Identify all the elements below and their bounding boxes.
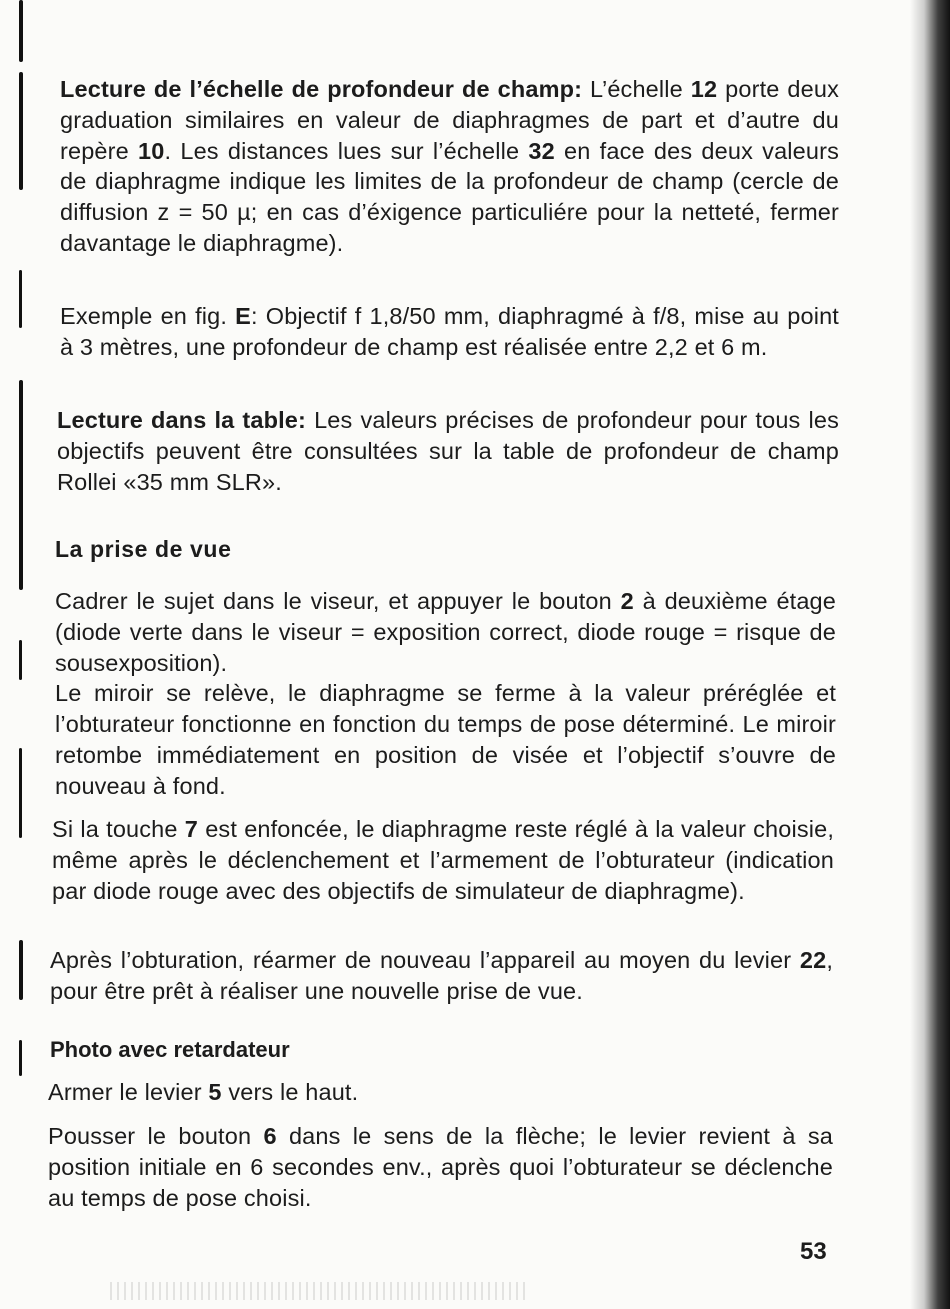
reference-number: 2 [620,588,634,614]
paragraph-text [60,301,839,363]
scan-edge-mark [19,1040,22,1076]
text-run: Si la touche [52,816,185,842]
text-run: Armer le levier [48,1079,209,1105]
self-timer-step-1 [48,1077,833,1108]
subsection-heading: Photo avec retardateur [50,1037,290,1062]
paragraph-text [48,1121,833,1213]
paragraph-lead: Lecture de l’échelle de profondeur de champ: [60,76,583,102]
text-run: Le miroir se relève, le diaphragme se ferme à la valeur préréglée et l’obturateur fonctionne en fonction du temps de pose déterminé. Le miroir retombe immédiatement en position de visée et l’objectif s’ouvre de nouveau à fond. [55,680,836,799]
text-run: à deuxième étage (diode verte dans le viseur = exposition correct, diode rouge = risque de sousexposition). [55,588,836,676]
depth-of-field-scale-paragraph [60,74,839,259]
text-run: Les valeurs précises de profondeur pour tous les objectifs peuvent être consultées sur la table de profondeur de champ Rollei «35 mm SLR». [57,407,839,495]
paragraph-text [48,1077,833,1108]
page-number: 53 [800,1238,827,1265]
shooting-paragraph [55,586,836,802]
scan-edge-mark [19,940,23,1000]
reference-number: 10 [138,137,165,164]
scan-edge-mark [19,0,23,62]
scan-edge-mark [19,270,22,328]
reference-number: 7 [184,816,199,842]
paragraph-text [55,678,836,801]
text-run: dans le sens de la flèche; le levier revient à sa position initiale en 6 secondes env., après quoi l’obturateur se déclenche au temps de pose choisi. [48,1123,833,1211]
text-run: porte deux graduation similaires en valeur de diaphragmes de part et d’autre du repère [60,76,839,164]
scan-edge-mark [19,640,22,680]
stop-down-paragraph [52,814,834,906]
text-run: Cadrer le sujet dans le viseur, et appuyer le bouton [55,588,621,614]
rewind-paragraph [50,945,833,1007]
text-run: est enfoncée, le diaphragme reste réglé à la valeur choisie, même après le déclenchement et l’armement de l’obturateur (indication par diode rouge avec des objectifs de simulateur de diaphragme). [52,816,835,904]
text-run: . Les distances lues sur l’échelle [164,137,529,164]
text-run: vers le haut. [221,1079,359,1105]
scan-noise [110,1282,530,1300]
text-run: Exemple en fig. [60,303,236,329]
table-reading-paragraph [57,405,839,497]
text-run: : Objectif f 1,8/50 mm, diaphragmé à f/8, mise au point à 3 mètres, une profondeur de champ est réalisée entre 2,2 et 6 m. [60,303,839,360]
reference-number: 22 [799,947,827,973]
figure-reference: E [235,303,251,329]
paragraph-text [52,814,834,906]
paragraph-text [50,945,833,1007]
text-run: en face des deux valeurs de diaphragme indique les limites de la profondeur de champ (cercle de diffusion z = 50 µ; en cas d’éxigence particuliére pour la netteté, fermer davantage le diaphragme). [60,137,839,256]
paragraph-lead: Lecture dans la table: [57,407,307,433]
text-run: Pousser le bouton [48,1123,264,1149]
text-run: , pour être prêt à réaliser une nouvelle prise de vue. [50,947,833,1004]
self-timer-step-2 [48,1121,833,1213]
reference-number: 5 [208,1079,222,1105]
paragraph-text [55,586,836,678]
scan-edge-mark [19,72,23,190]
scan-edge-mark [19,748,22,838]
paragraph-text [57,405,839,497]
section-heading: La prise de vue [55,536,232,562]
paragraph-text [60,74,839,259]
example-paragraph [60,301,839,363]
reference-number: 12 [690,76,718,102]
reference-number: 6 [263,1123,277,1149]
scan-edge-mark [19,380,23,590]
text-run: L’échelle [582,76,691,102]
reference-number: 32 [528,137,555,164]
text-run: Après l’obturation, réarmer de nouveau l’appareil au moyen du levier [50,947,800,973]
scan-binding-shadow [910,0,950,1309]
